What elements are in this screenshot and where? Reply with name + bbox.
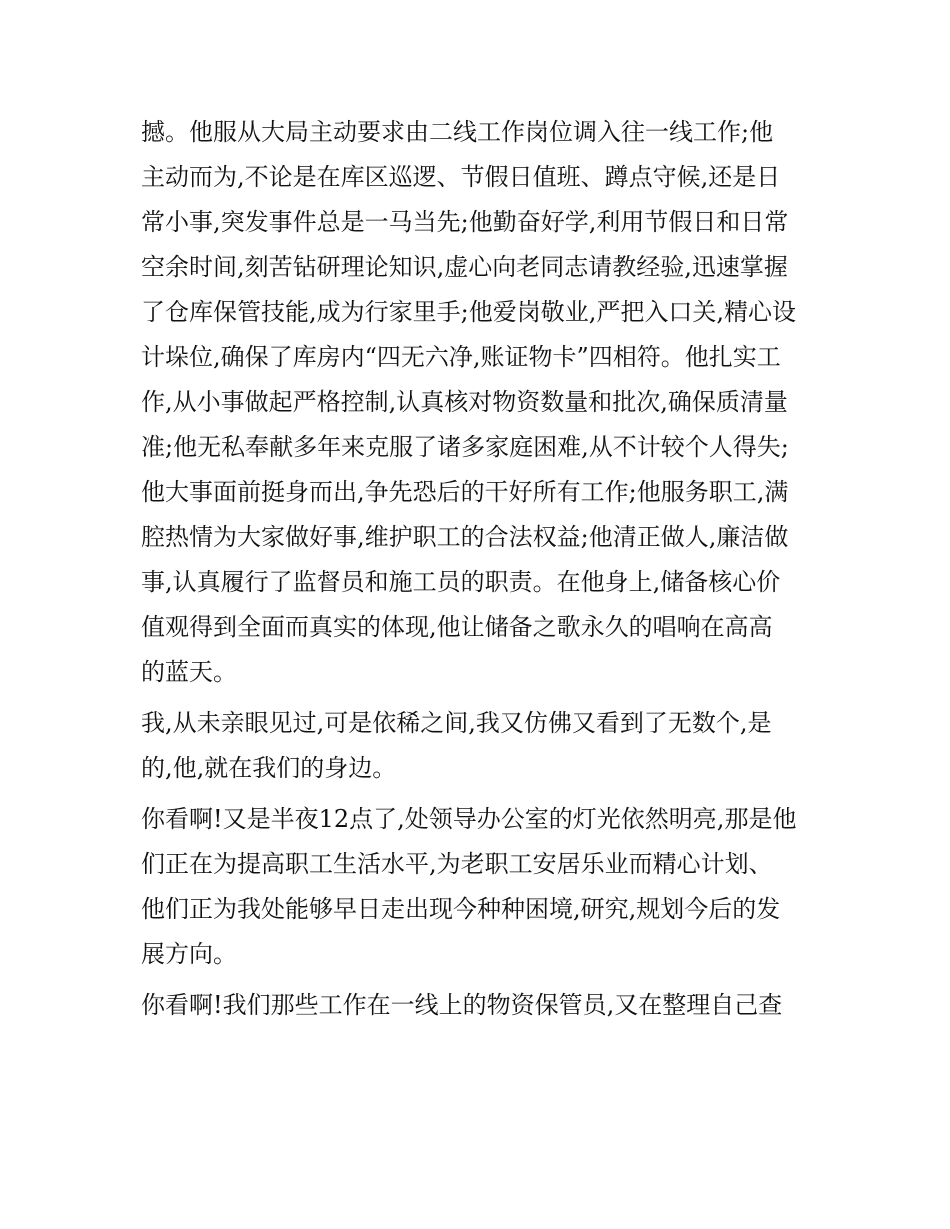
paragraph-3 — [141, 797, 821, 977]
text-line: 们正在为提高职工生活水平,为老职工安居乐业而精心计划、 — [141, 850, 773, 878]
text-line: 空余时间,刻苦钻研理论知识,虚心向老同志请教经验,迅速掌握 — [141, 253, 788, 281]
text-line: 事,认真履行了监督员和施工员的职责。在他身上,储备核心价 — [141, 568, 781, 596]
text-line: 撼。他服从大局主动要求由二线工作岗位调入往一线工作;他 — [141, 118, 774, 146]
paragraph-2 — [141, 701, 821, 791]
text-line: 你看啊!我们那些工作在一线上的物资保管员,又在整理自己查 — [141, 991, 783, 1019]
text-line: 他大事面前挺身而出,争先恐后的干好所有工作;他服务职工,满 — [141, 478, 789, 506]
document-body — [141, 110, 821, 1028]
text-line: 准;他无私奉献多年来克服了诸多家庭困难,从不计较个人得失; — [141, 433, 789, 461]
text-line: 你看啊!又是半夜12点了,处领导办公室的灯光依然明亮,那是他 — [141, 805, 797, 833]
text-line: 常小事,突发事件总是一马当先;他勤奋好学,利用节假日和日常 — [141, 208, 789, 236]
text-line: 了仓库保管技能,成为行家里手;他爱岗敬业,严把入口关,精心设 — [141, 298, 796, 326]
text-line: 他们正为我处能够早日走出现今种种困境,研究,规划今后的发 — [141, 895, 781, 923]
text-line: 腔热情为大家做好事,维护职工的合法权益;他清正做人,廉洁做 — [141, 523, 789, 551]
text-line: 主动而为,不论是在库区巡逻、节假日值班、蹲点守候,还是日 — [141, 163, 781, 191]
paragraph-4 — [141, 983, 821, 1028]
text-line: 展方向。 — [141, 940, 237, 968]
text-line: 计垛位,确保了库房内“四无六净,账证物卡”四相符。他扎实工 — [141, 343, 781, 371]
text-line: 的,他,就在我们的身边。 — [141, 754, 397, 782]
text-line: 的蓝天。 — [141, 658, 237, 686]
paragraph-1 — [141, 110, 821, 695]
text-line: 值观得到全面而真实的体现,他让储备之歌永久的唱响在高高 — [141, 613, 773, 641]
text-line: 我,从未亲眼见过,可是依稀之间,我又仿佛又看到了无数个,是 — [141, 709, 772, 737]
text-line: 作,从小事做起严格控制,认真核对物资数量和批次,确保质清量 — [141, 388, 788, 416]
